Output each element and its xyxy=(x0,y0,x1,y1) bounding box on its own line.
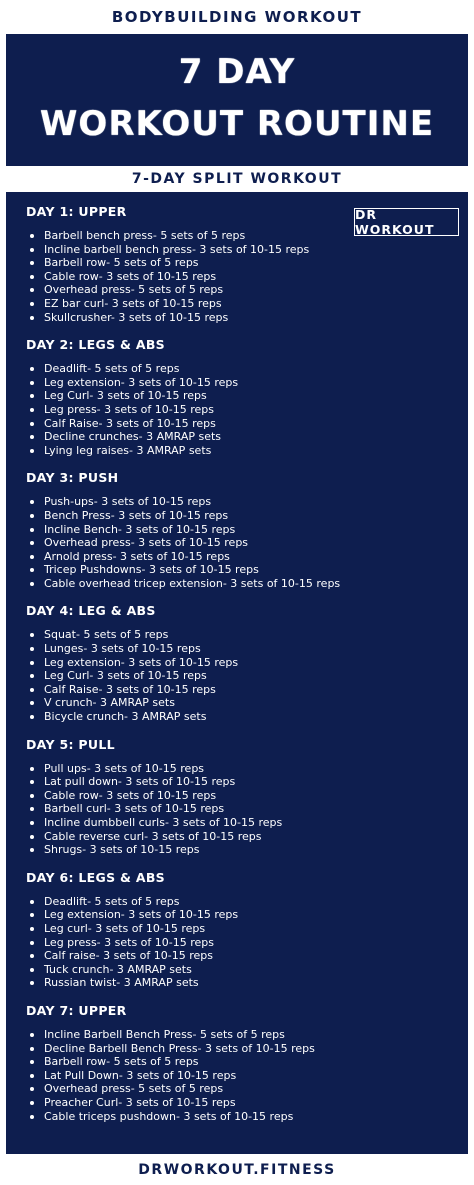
exercise-item: Barbell bench press- 5 sets of 5 reps xyxy=(26,229,468,243)
day-section xyxy=(26,469,468,590)
exercise-list xyxy=(26,895,468,990)
exercise-item: Bench Press- 3 sets of 10-15 reps xyxy=(26,509,468,523)
exercise-item: Leg extension- 3 sets of 10-15 reps xyxy=(26,376,468,390)
exercise-item: Cable row- 3 sets of 10-15 reps xyxy=(26,789,468,803)
exercise-item: Squat- 5 sets of 5 reps xyxy=(26,628,468,642)
exercise-list xyxy=(26,628,468,723)
day-section xyxy=(26,869,468,990)
exercise-item: V crunch- 3 AMRAP sets xyxy=(26,696,468,710)
day-section xyxy=(26,602,468,723)
exercise-item: Cable triceps pushdown- 3 sets of 10-15 reps xyxy=(26,1110,468,1124)
exercise-item: EZ bar curl- 3 sets of 10-15 reps xyxy=(26,297,468,311)
exercise-item: Lat Pull Down- 3 sets of 10-15 reps xyxy=(26,1069,468,1083)
exercise-item: Preacher Curl- 3 sets of 10-15 reps xyxy=(26,1096,468,1110)
exercise-list xyxy=(26,229,468,324)
exercise-item: Barbell row- 5 sets of 5 reps xyxy=(26,1055,468,1069)
exercise-list xyxy=(26,1028,468,1123)
exercise-item: Calf Raise- 3 sets of 10-15 reps xyxy=(26,683,468,697)
exercise-item: Arnold press- 3 sets of 10-15 reps xyxy=(26,550,468,564)
exercise-item: Deadlift- 5 sets of 5 reps xyxy=(26,895,468,909)
exercise-item: Barbell row- 5 sets of 5 reps xyxy=(26,256,468,270)
title-line-2: WORKOUT ROUTINE xyxy=(39,104,435,144)
exercise-item: Overhead press- 5 sets of 5 reps xyxy=(26,1082,468,1096)
title-line-1: 7 DAY xyxy=(178,52,296,92)
exercise-list xyxy=(26,762,468,857)
exercise-item: Calf raise- 3 sets of 10-15 reps xyxy=(26,949,468,963)
exercise-item: Lat pull down- 3 sets of 10-15 reps xyxy=(26,775,468,789)
exercise-item: Barbell curl- 3 sets of 10-15 reps xyxy=(26,802,468,816)
exercise-item: Leg curl- 3 sets of 10-15 reps xyxy=(26,922,468,936)
exercise-item: Cable overhead tricep extension- 3 sets of 10-15 reps xyxy=(26,577,468,591)
exercise-list xyxy=(26,495,468,590)
day-title: DAY 3: PUSH xyxy=(26,470,119,486)
exercise-item: Bicycle crunch- 3 AMRAP sets xyxy=(26,710,468,724)
day-title: DAY 4: LEG & ABS xyxy=(26,603,156,619)
exercise-item: Incline Barbell Bench Press- 5 sets of 5 reps xyxy=(26,1028,468,1042)
footer-site-name: DRWORKOUT.FITNESS xyxy=(138,1161,336,1178)
exercise-item: Leg extension- 3 sets of 10-15 reps xyxy=(26,656,468,670)
day-title: DAY 6: LEGS & ABS xyxy=(26,869,165,885)
exercise-item: Leg Curl- 3 sets of 10-15 reps xyxy=(26,669,468,683)
day-section xyxy=(26,336,468,457)
day-title: DAY 7: UPPER xyxy=(26,1002,127,1018)
exercise-item: Shrugs- 3 sets of 10-15 reps xyxy=(26,843,468,857)
exercise-item: Leg press- 3 sets of 10-15 reps xyxy=(26,936,468,950)
exercise-item: Overhead press- 3 sets of 10-15 reps xyxy=(26,536,468,550)
exercise-item: Decline crunches- 3 AMRAP sets xyxy=(26,430,468,444)
exercise-item: Lying leg raises- 3 AMRAP sets xyxy=(26,444,468,458)
exercise-item: Leg extension- 3 sets of 10-15 reps xyxy=(26,908,468,922)
exercise-item: Lunges- 3 sets of 10-15 reps xyxy=(26,642,468,656)
day-title: DAY 1: UPPER xyxy=(26,204,127,219)
exercise-item: Cable row- 3 sets of 10-15 reps xyxy=(26,270,468,284)
exercise-item: Calf Raise- 3 sets of 10-15 reps xyxy=(26,417,468,431)
subheader: 7-DAY SPLIT WORKOUT xyxy=(131,171,343,187)
exercise-item: Tuck crunch- 3 AMRAP sets xyxy=(26,963,468,977)
exercise-item: Push-ups- 3 sets of 10-15 reps xyxy=(26,495,468,509)
exercise-item: Tricep Pushdowns- 3 sets of 10-15 reps xyxy=(26,563,468,577)
exercise-item: Deadlift- 5 sets of 5 reps xyxy=(26,362,468,376)
exercise-item: Incline dumbbell curls- 3 sets of 10-15 reps xyxy=(26,816,468,830)
workout-content xyxy=(6,192,468,1154)
day-section xyxy=(26,736,468,857)
exercise-item: Overhead press- 5 sets of 5 reps xyxy=(26,283,468,297)
top-label: BODYBUILDING WORKOUT xyxy=(111,8,363,26)
exercise-item: Leg press- 3 sets of 10-15 reps xyxy=(26,403,468,417)
exercise-list xyxy=(26,362,468,457)
exercise-item: Incline barbell bench press- 3 sets of 10-15 reps xyxy=(26,243,468,257)
exercise-item: Skullcrusher- 3 sets of 10-15 reps xyxy=(26,311,468,325)
exercise-item: Incline Bench- 3 sets of 10-15 reps xyxy=(26,523,468,537)
brand-badge: DR WORKOUT xyxy=(354,208,459,236)
title-banner xyxy=(6,34,468,166)
day-title: DAY 5: PULL xyxy=(26,736,115,752)
exercise-item: Pull ups- 3 sets of 10-15 reps xyxy=(26,762,468,776)
day-title: DAY 2: LEGS & ABS xyxy=(26,337,165,353)
exercise-item: Cable reverse curl- 3 sets of 10-15 reps xyxy=(26,830,468,844)
day-section xyxy=(26,1002,468,1123)
exercise-item: Decline Barbell Bench Press- 3 sets of 10-15 reps xyxy=(26,1042,468,1056)
exercise-item: Leg Curl- 3 sets of 10-15 reps xyxy=(26,389,468,403)
exercise-item: Russian twist- 3 AMRAP sets xyxy=(26,976,468,990)
